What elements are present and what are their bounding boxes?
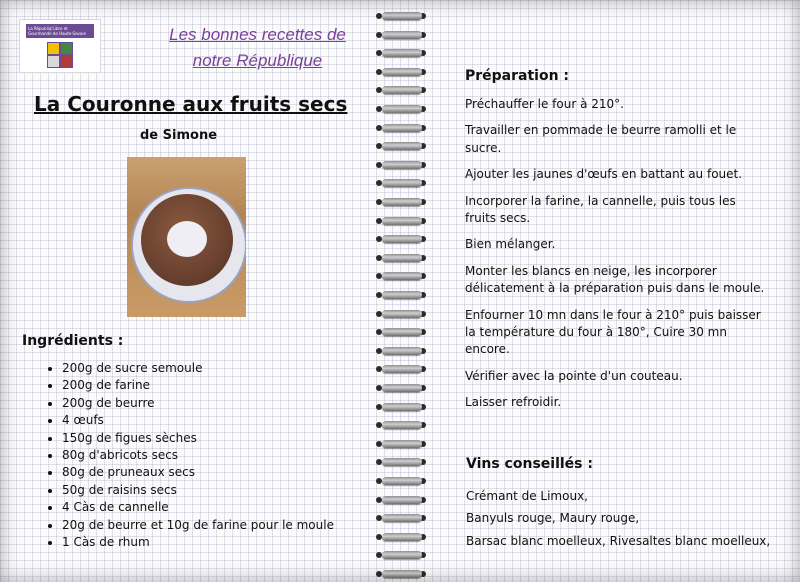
preparation-step: Incorporer la farine, la cannelle, puis tous les fruits secs. — [465, 193, 736, 226]
binding-ring — [382, 458, 422, 466]
binding-ring — [382, 161, 422, 169]
recipe-title: La Couronne aux fruits secs — [34, 92, 348, 116]
ingredient-item: • 50g de raisins secs — [62, 482, 334, 499]
binding-ring — [382, 254, 422, 262]
ingredient-item: • 200g de sucre semoule — [62, 360, 334, 377]
binding-ring — [382, 142, 422, 150]
wine-line: Banyuls rouge, Maury rouge, — [466, 511, 640, 526]
ingredient-item: • 4 Càs de cannelle — [62, 499, 334, 516]
preparation-heading: Préparation : — [465, 68, 570, 84]
logo-seal-icon — [47, 42, 73, 68]
binding-ring — [382, 124, 422, 132]
binding-ring — [382, 365, 422, 373]
ingredient-item: • 200g de farine — [62, 377, 334, 394]
binding-ring — [382, 496, 422, 504]
ingredients-list — [22, 360, 334, 551]
binding-ring — [382, 477, 422, 485]
publisher-header — [150, 22, 365, 74]
recipe-author: de Simone — [140, 128, 218, 143]
ingredient-item: • 1 Càs de rhum — [62, 534, 334, 551]
binding-ring — [382, 291, 422, 299]
preparation-step: Monter les blancs en neige, les incorporer délicatement à la préparation puis dans le moule. — [465, 263, 765, 296]
binding-ring — [382, 31, 422, 39]
binding-ring — [382, 403, 422, 411]
publisher-line-1: Les bonnes recettes de — [169, 25, 346, 44]
preparation-step: Ajouter les jaunes d'œufs en battant au fouet. — [465, 167, 743, 182]
preparation-step: Travailler en pommade le beurre ramolli et le sucre. — [465, 123, 737, 155]
preparation-steps — [465, 96, 770, 421]
preparation-step: Laisser refroidir. — [465, 395, 562, 410]
preparation-step: Vérifier avec la pointe d'un couteau. — [465, 368, 683, 383]
binding-ring — [382, 272, 422, 280]
preparation-step: Préchauffer le four à 210°. — [465, 97, 624, 111]
ingredients-heading: Ingrédients : — [22, 333, 124, 349]
binding-ring — [382, 421, 422, 429]
binding-ring — [382, 179, 422, 187]
ingredient-item: • 200g de beurre — [62, 395, 334, 412]
wines-heading: Vins conseillés : — [466, 456, 593, 472]
wine-line: Barsac blanc moelleux, Rivesaltes blanc moelleux, — [466, 533, 771, 548]
spiral-binding — [376, 0, 426, 582]
binding-ring — [382, 328, 422, 336]
binding-ring — [382, 514, 422, 522]
logo-quadrant — [61, 56, 72, 67]
binding-ring — [382, 68, 422, 76]
logo-quadrant — [48, 43, 59, 54]
ingredient-item: • 20g de beurre et 10g de farine pour le moule — [62, 517, 334, 534]
publisher-line-2: notre République — [192, 51, 323, 70]
binding-ring — [382, 570, 422, 578]
binding-ring — [382, 551, 422, 559]
logo-quadrant — [48, 56, 59, 67]
binding-ring — [382, 384, 422, 392]
cake-photo — [127, 157, 246, 317]
republic-logo — [19, 19, 101, 73]
preparation-step: Bien mélanger. — [465, 237, 556, 252]
ingredient-item: • 150g de figues sèches — [62, 430, 334, 447]
preparation-step: Enfourner 10 mn dans le four à 210° puis baisser la température du four à 180°, Cuire 30 mn encore. — [465, 307, 761, 357]
binding-ring — [382, 533, 422, 541]
cake-center-hole — [167, 221, 207, 257]
binding-ring — [382, 235, 422, 243]
binding-ring — [382, 347, 422, 355]
ingredient-item: • 80g de pruneaux secs — [62, 464, 334, 481]
ingredient-item: • 80g d'abricots secs — [62, 447, 334, 464]
binding-ring — [382, 12, 422, 20]
binding-ring — [382, 440, 422, 448]
wine-suggestions — [466, 488, 786, 555]
binding-ring — [382, 49, 422, 57]
binding-ring — [382, 86, 422, 94]
wine-line: Crémant de Limoux, — [466, 489, 588, 503]
binding-ring — [382, 198, 422, 206]
ingredient-item: • 4 œufs — [62, 412, 334, 429]
logo-quadrant — [61, 43, 72, 54]
binding-ring — [382, 310, 422, 318]
binding-ring — [382, 105, 422, 113]
logo-band-text: La Républiq'Libre et Gourmande de Haute-Savoie — [28, 26, 86, 36]
binding-ring — [382, 217, 422, 225]
